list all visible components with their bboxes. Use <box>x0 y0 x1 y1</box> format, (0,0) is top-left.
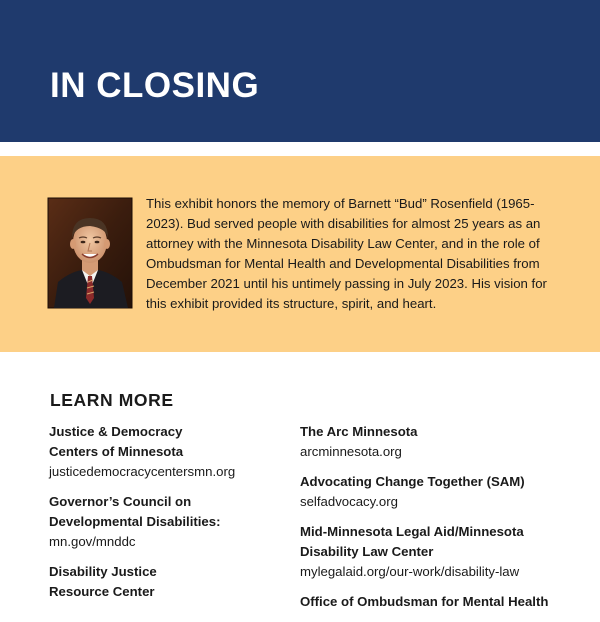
resource-link[interactable]: justicedemocracycentersmn.org <box>49 464 236 479</box>
resource-name: Advocating Change Together (SAM) <box>300 474 525 489</box>
memorial-paragraph: This exhibit honors the memory of Barnett “Bud” Rosenfield (1965-2023). Bud served people with disabilities for almost 25 years as an attorney with the Minnesota Disability Law Center, and in the role of Ombudsman for Mental Health and Developmental Disabilities from December 2021 until his untimely passing in July 2023. His vision for this exhibit provided its structure, spirit, and heart. <box>146 196 547 311</box>
resource-entry <box>49 562 309 602</box>
portrait-image <box>48 198 132 308</box>
resource-link[interactable]: selfadvocacy.org <box>300 494 398 509</box>
resource-link[interactable]: mn.gov/mnddc <box>49 534 136 549</box>
resource-list-right <box>300 422 590 622</box>
resource-entry <box>300 592 590 612</box>
resource-name: Office of Ombudsman for Mental Health <box>300 594 549 609</box>
page-title: IN CLOSING <box>50 66 260 105</box>
learn-more-heading: LEARN MORE <box>50 390 174 410</box>
resource-link[interactable]: arcminnesota.org <box>300 444 402 459</box>
resource-entry <box>300 422 590 462</box>
resource-entry <box>300 522 590 582</box>
resource-link[interactable]: mylegalaid.org/our-work/disability-law <box>300 564 520 579</box>
resource-entry <box>49 422 309 482</box>
resource-name: Disability Justice Resource Center <box>49 564 157 599</box>
header-banner <box>0 0 600 142</box>
resource-name: Governor’s Council on Developmental Disabilities: <box>49 494 221 529</box>
resource-entry <box>49 492 309 552</box>
resource-name: The Arc Minnesota <box>300 424 418 439</box>
memorial-section <box>0 156 600 352</box>
portrait-photo <box>48 198 132 308</box>
resource-entry <box>300 472 590 512</box>
resource-list-left <box>49 422 309 612</box>
resource-name: Mid-Minnesota Legal Aid/Minnesota Disability Law Center <box>300 524 524 559</box>
resource-name: Justice & Democracy Centers of Minnesota <box>49 424 184 459</box>
